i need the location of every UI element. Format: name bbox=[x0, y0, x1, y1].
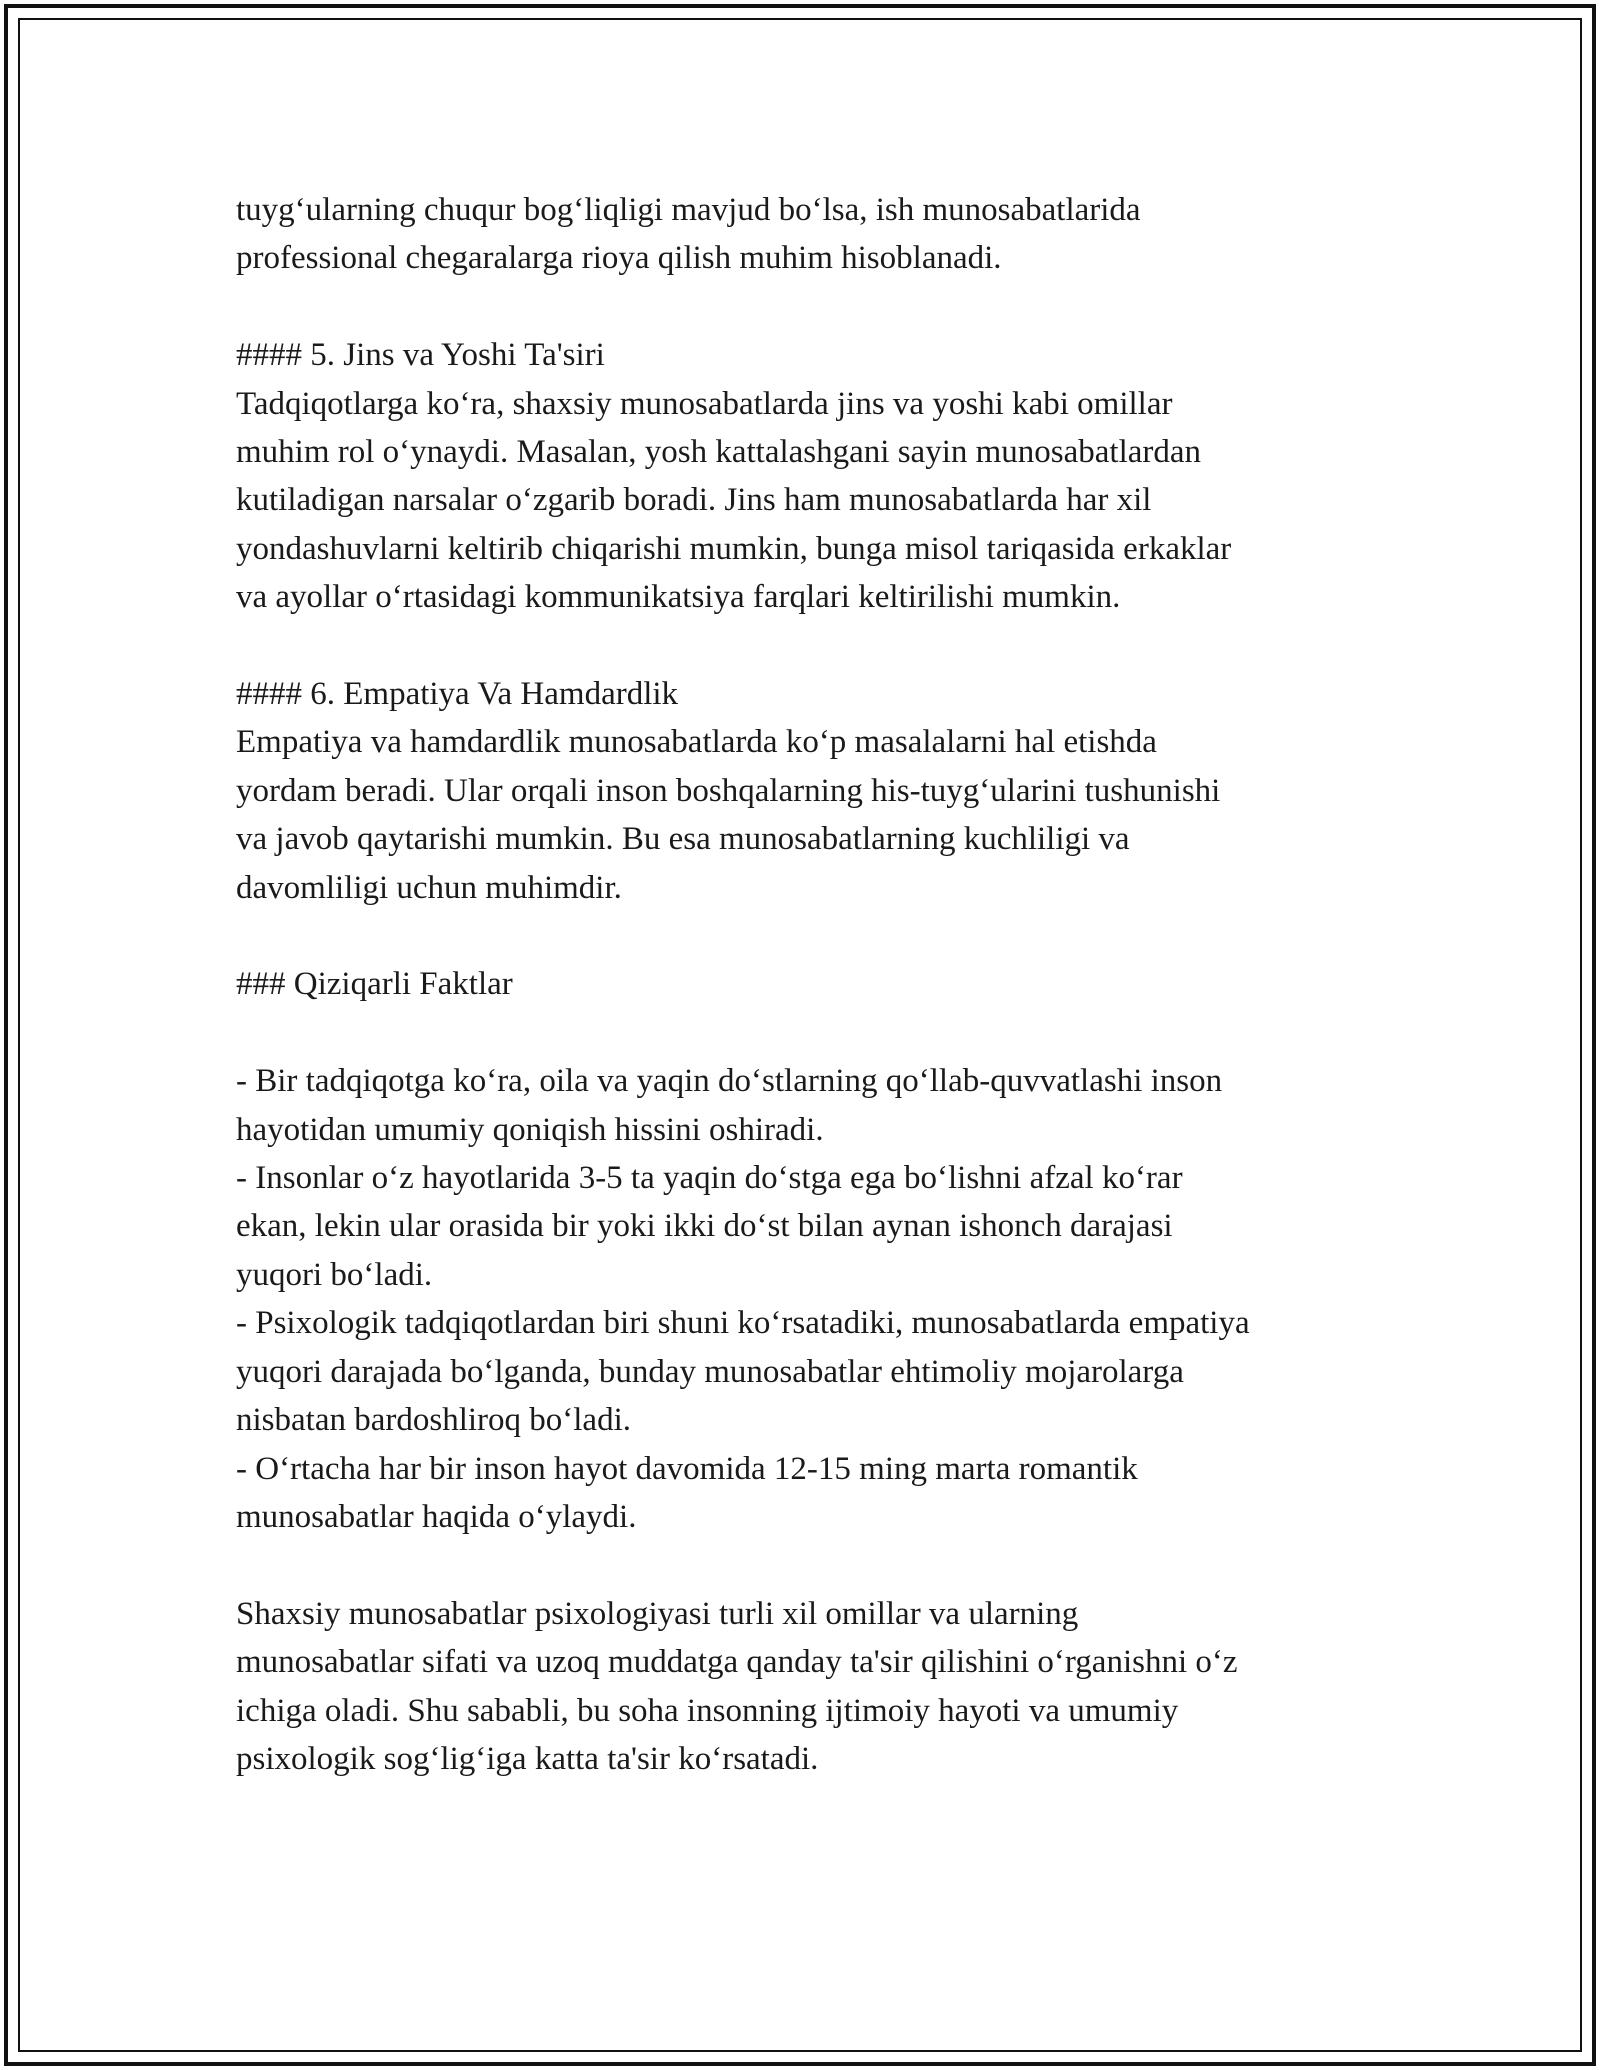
section-heading-faktlar: ### Qiziqarli Faktlar bbox=[236, 966, 513, 1003]
paragraph-gap bbox=[236, 1009, 1376, 1057]
paragraph-continuation: tuyg‘ularning chuqur bog‘liqligi mavjud bo‘lsa, ish munosabatlarida professional chegaralarga rioya qilish muhim hisoblanadi. bbox=[236, 192, 1141, 277]
paragraph-gap bbox=[236, 1541, 1376, 1589]
conclusion-paragraph: Shaxsiy munosabatlar psixologiyasi turli xil omillar va ularning munosabatlar sifati va uzoq muddatga qanday ta'sir qilishini o‘rganishni o‘z ichiga oladi. Shu sababli, bu soha insonning ijtimoiy hayoti va umumiy psixologik sog‘lig‘iga katta ta'sir ko‘rsatadi. bbox=[236, 1595, 1238, 1777]
facts-list: - Bir tadqiqotga ko‘ra, oila va yaqin do‘stlarning qo‘llab-quvvatlashi inson hayotidan umumiy qoniqish hissini oshiradi. - Insonlar o‘z hayotlarida 3-5 ta yaqin do‘stga ega bo‘lishni afzal ko‘rar ekan, lekin ular orasida bir yoki ikki do‘st bilan aynan ishonch darajasi yuqori bo‘ladi. - Psixologik tadqiqotlardan biri shuni ko‘rsatadiki, munosabatlarda empatiya yuqori darajada bo‘lganda, bunday munosabatlar ehtimoliy mojarolarga nisbatan bardoshliroq bo‘ladi. - O‘rtacha har bir inson hayot davomida 12-15 ming marta romantik munosabatlar haqida o‘ylaydi. bbox=[236, 1063, 1250, 1535]
paragraph-gap bbox=[236, 283, 1376, 331]
section-jins-va-yoshi: #### 5. Jins va Yoshi Ta'siri Tadqiqotlarga ko‘ra, shaxsiy munosabatlarda jins va yoshi kabi omillar muhim rol o‘ynaydi. Masalan, yosh kattalashgani sayin munosabatlardan kutiladigan narsalar o‘zgarib boradi. Jins ham munosabatlarda har xil yondashuvlarni keltirib chiqarishi mumkin, bunga misol tariqasida erkaklar va ayollar o‘rtasidagi kommunikatsiya farqlari keltirilishi mumkin. bbox=[236, 337, 1232, 616]
document-body bbox=[236, 186, 1376, 1783]
paragraph-gap bbox=[236, 622, 1376, 670]
paragraph-gap bbox=[236, 912, 1376, 960]
section-empatiya: #### 6. Empatiya Va Hamdardlik Empatiya va hamdardlik munosabatlarda ko‘p masalalarni hal etishda yordam beradi. Ular orqali inson boshqalarning his-tuyg‘ularini tushunishi va javob qaytarishi mumkin. Bu esa munosabatlarning kuchliligi va davomliligi uchun muhimdir. bbox=[236, 676, 1221, 906]
